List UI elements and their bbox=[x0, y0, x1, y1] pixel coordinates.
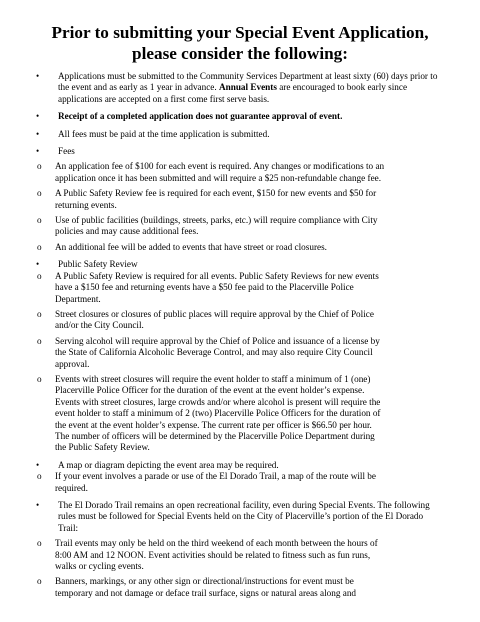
sub-item-text: An application fee of $100 for each event is required. Any changes or modifications to an application once it has been submitted and will require a $25 non-refundable change fee. bbox=[55, 161, 385, 183]
sub-bullet-icon: o bbox=[37, 538, 42, 549]
bullet-icon: • bbox=[36, 459, 40, 470]
sub-bullet-icon: o bbox=[37, 241, 42, 252]
sub-item-text: If your event involves a parade or use of the El Dorado Trail, a map of the route will be required. bbox=[55, 471, 376, 493]
sub-item bbox=[37, 241, 385, 253]
list-item bbox=[36, 71, 442, 105]
list-item bbox=[36, 500, 442, 534]
sub-bullet-icon: o bbox=[37, 270, 42, 281]
list-item bbox=[36, 128, 442, 140]
sub-item bbox=[37, 215, 385, 238]
sub-bullet-icon: o bbox=[37, 308, 42, 319]
item-text: Applications must be submitted to the Community Services Department at least sixty (60) days prior to the event and as early as 1 year in advance. bbox=[58, 71, 438, 93]
sub-item-text: Banners, markings, or any other sign or directional/instructions for event must be temporary and not damage or deface trail surface, signs or natural areas along and bbox=[55, 576, 357, 598]
list-item: • Receipt of a completed application does not guarantee approval of event. bbox=[36, 111, 343, 122]
item-bold-text: Receipt of a completed application does not guarantee approval of event bbox=[58, 111, 341, 122]
sub-item bbox=[37, 373, 385, 454]
bullet-icon: • bbox=[36, 71, 40, 81]
sub-bullet-icon: o bbox=[37, 215, 42, 226]
bullet-icon: • bbox=[36, 111, 40, 122]
item-text: Fees bbox=[58, 146, 75, 157]
item-text: Public Safety Review bbox=[58, 259, 138, 270]
sub-item bbox=[37, 270, 385, 305]
bullet-icon: • bbox=[36, 500, 40, 510]
sub-bullet-icon: o bbox=[37, 188, 42, 199]
sub-item bbox=[37, 335, 385, 370]
sub-item-text: A Public Safety Review fee is required for each event, $150 for new events and $50 for returning events. bbox=[55, 188, 377, 210]
list-item bbox=[36, 459, 442, 471]
sub-item bbox=[37, 538, 385, 572]
sub-item-text: A Public Safety Review is required for all events. Public Safety Reviews for new events have a $150 fee and returning events have a $50 fee paid to the Placerville Police Department. bbox=[55, 270, 379, 304]
sub-bullet-icon: o bbox=[37, 471, 42, 482]
sub-item-text: Use of public facilities (buildings, streets, parks, etc.) will require compliance with City policies and may cause additional fees. bbox=[55, 215, 378, 237]
list-item bbox=[36, 259, 442, 270]
bullet-icon: • bbox=[36, 146, 40, 157]
sub-item-text: Serving alcohol will require approval by the Chief of Police and issuance of a license by the State of California Alcoholic Beverage Control, and may also require City Council approval. bbox=[55, 335, 380, 369]
sub-item bbox=[37, 308, 385, 332]
page-title bbox=[0, 22, 480, 64]
sub-item-text: An additional fee will be added to events that have street or road closures. bbox=[55, 241, 327, 252]
sub-item bbox=[37, 188, 385, 211]
item-bold-text: Annual Events bbox=[218, 82, 277, 93]
item-text: All fees must be paid at the time application is submitted. bbox=[58, 128, 270, 139]
item-text: The El Dorado Trail remains an open recreational facility, even during Special Events. The following rules must be followed for Special Events held on the City of Placerville’s portion of the El Dorado Trail: bbox=[58, 500, 430, 533]
sub-item bbox=[37, 576, 385, 599]
bullet-list bbox=[0, 71, 480, 599]
sub-item bbox=[37, 161, 385, 184]
sub-item-text: Street closures or closures of public places will require approval by the Chief of Police and/or the City Council. bbox=[55, 308, 374, 331]
sub-item-text: Trail events may only be held on the third weekend of each month between the hours of 8:00 AM and 12 NOON. Event activities should be related to fitness such as fun runs, walks or cycling events. bbox=[55, 538, 378, 572]
sub-bullet-icon: o bbox=[37, 576, 42, 587]
sub-item-text: Events with street closures will require the event holder to staff a minimum of 1 (one) Placerville Police Officer for the duration of the event at the event holder’s expense. Events with street closures, large crowds and/or where alcohol is present will require the event holder to staff a minimum of 2 (two) Placerville Police Officers for the duration of the event at the event holder’s expense. The current rate per officer is $66.50 per hour. The number of officers will be determined by the Placerville Police Department during the Public Safety Review. bbox=[55, 373, 381, 453]
sub-item bbox=[37, 471, 385, 494]
item-text: are encouraged to book early since applications are accepted on a first come first serve basis. bbox=[58, 82, 408, 104]
item-text: A map or diagram depicting the event area may be required. bbox=[58, 459, 279, 470]
title-line-2: please consider the following: bbox=[132, 44, 348, 63]
title-line-1: Prior to submitting your Special Event Application, bbox=[51, 23, 429, 42]
sub-bullet-icon: o bbox=[37, 161, 42, 172]
bullet-icon: • bbox=[36, 259, 40, 270]
sub-bullet-icon: o bbox=[37, 373, 42, 384]
bullet-icon: • bbox=[36, 128, 40, 139]
sub-bullet-icon: o bbox=[37, 335, 42, 346]
list-item bbox=[36, 146, 442, 157]
